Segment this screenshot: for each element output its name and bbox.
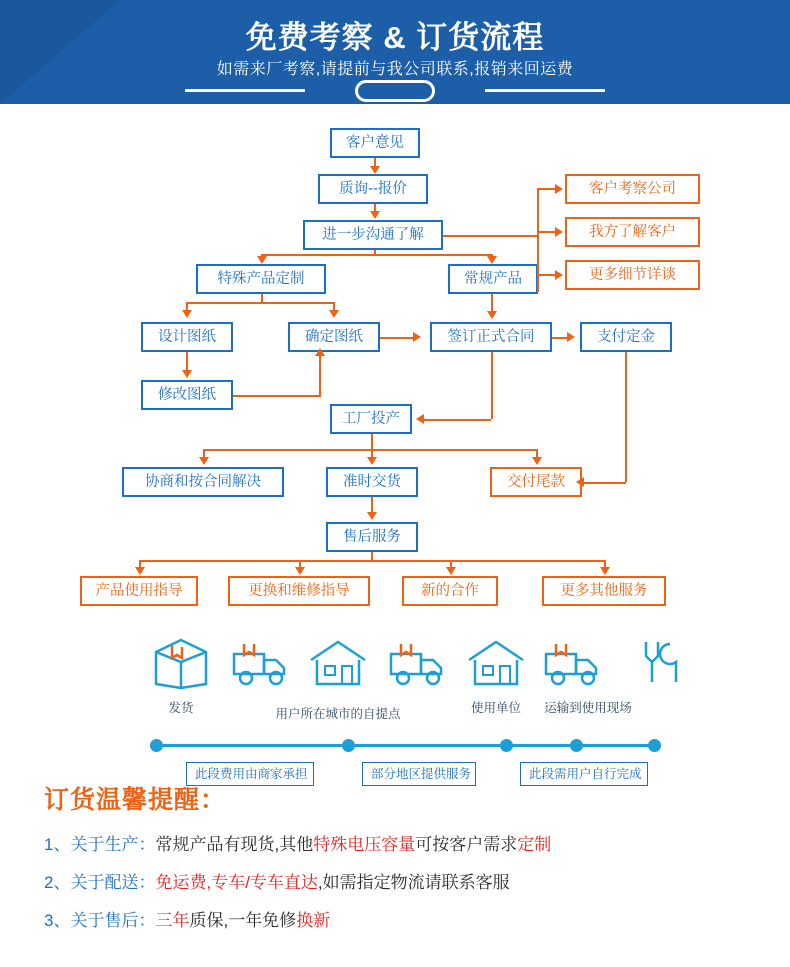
- connector: [537, 188, 539, 292]
- connector: [537, 188, 557, 190]
- note-key-2: 关于配送：: [70, 873, 156, 892]
- flow-node-further-communication[interactable]: 进一步沟通了解: [303, 220, 443, 250]
- timeline-dot-3: [570, 739, 583, 752]
- note-row-3: [44, 906, 790, 931]
- house-icon-2: [463, 636, 529, 697]
- note-row-2: [44, 868, 790, 893]
- connector-arrow: [329, 310, 339, 318]
- note-row-1: [44, 830, 790, 855]
- connector: [139, 560, 605, 562]
- header-rule-right: [485, 89, 605, 92]
- connector-arrow: [257, 256, 267, 264]
- logistics-caption-2: 使用单位: [470, 701, 521, 715]
- connector: [319, 354, 321, 395]
- connector-arrow: [555, 184, 563, 194]
- connector: [491, 294, 493, 312]
- connector-arrow: [446, 567, 456, 575]
- note-key-3: 关于售后：: [70, 911, 156, 930]
- flow-node-other-services[interactable]: 更多其他服务: [542, 576, 666, 606]
- note-part-1-1: 特殊电压容量: [313, 835, 416, 854]
- connector-arrow: [555, 227, 563, 237]
- note-index-1: 1、: [44, 835, 71, 854]
- connector: [333, 302, 335, 310]
- flow-node-sign-contract[interactable]: 签订正式合同: [430, 322, 552, 352]
- flow-node-custom-product[interactable]: 特殊产品定制: [196, 264, 326, 294]
- connector: [233, 395, 321, 397]
- connector: [261, 254, 493, 256]
- order-process-flowchart: [0, 104, 790, 624]
- connector: [380, 337, 414, 339]
- connector-arrow: [367, 512, 377, 520]
- connector: [424, 419, 491, 421]
- flow-node-confirm-drawing[interactable]: 确定图纸: [288, 322, 380, 352]
- connector-arrow: [600, 567, 610, 575]
- note-part-2-0: 免运费,专车/专车直达: [155, 873, 318, 892]
- flow-node-final-payment[interactable]: 交付尾款: [490, 467, 582, 497]
- connector-arrow: [555, 270, 563, 280]
- connector-arrow: [182, 370, 192, 378]
- timeline-label-0: 此段费用由商家承担: [186, 762, 314, 786]
- connector-arrow: [413, 332, 421, 342]
- flow-node-customer-opinion[interactable]: 客户意见: [330, 128, 420, 158]
- connector-arrow: [532, 457, 542, 465]
- flow-node-negotiate-contract[interactable]: 协商和按合同解决: [122, 467, 284, 497]
- connector-arrow: [370, 211, 380, 219]
- truck-icon-1: [228, 634, 294, 697]
- order-notes: [0, 774, 790, 931]
- connector: [443, 235, 538, 237]
- connector-arrow: [135, 567, 145, 575]
- flow-node-replacement-repair[interactable]: 更换和维修指导: [228, 576, 370, 606]
- flow-node-usage-guidance[interactable]: 产品使用指导: [80, 576, 198, 606]
- flow-node-new-cooperation[interactable]: 新的合作: [402, 576, 498, 606]
- connector: [186, 352, 188, 372]
- logistics-caption-1: 用户所在城市的自提点: [275, 707, 401, 721]
- connector-arrow: [295, 567, 305, 575]
- page-title: 免费考察 & 订货流程: [245, 20, 545, 55]
- note-index-3: 3、: [44, 911, 71, 930]
- connector-arrow: [370, 166, 380, 174]
- connector: [186, 302, 188, 310]
- flow-node-more-details[interactable]: 更多细节详谈: [565, 260, 700, 290]
- truck-icon-3: [540, 634, 606, 697]
- connector: [491, 352, 493, 419]
- connector-arrow: [576, 477, 584, 487]
- connector: [203, 449, 537, 451]
- flow-node-modify-drawing[interactable]: 修改图纸: [141, 380, 233, 410]
- flow-node-design-drawing[interactable]: 设计图纸: [141, 322, 233, 352]
- logistics-caption-3: 运输到使用现场: [544, 701, 632, 715]
- flow-node-standard-product[interactable]: 常规产品: [448, 264, 538, 294]
- house-icon-1: [305, 636, 371, 697]
- flow-node-factory-production[interactable]: 工厂投产: [330, 404, 412, 434]
- connector-arrow: [182, 310, 192, 318]
- flow-node-we-understand-customer[interactable]: 我方了解客户: [565, 217, 700, 247]
- note-part-1-0: 常规产品有现货,其他: [155, 835, 314, 854]
- connector: [537, 274, 557, 276]
- timeline-dot-1: [342, 739, 355, 752]
- connector: [371, 497, 373, 513]
- flow-node-on-time-delivery[interactable]: 准时交货: [326, 467, 418, 497]
- header-rule-left: [185, 89, 305, 92]
- connector: [552, 337, 568, 339]
- page-subtitle: 如需来厂考察,请提前与我公司联系,报销来回运费: [216, 61, 574, 78]
- note-part-2-1: ,如需指定物流请联系客服: [317, 873, 510, 892]
- connector-arrow: [487, 256, 497, 264]
- connector: [625, 352, 627, 482]
- logistics-caption-0: 发货: [168, 701, 194, 715]
- timeline-label-2: 此段需用户自行完成: [520, 762, 648, 786]
- flow-node-customer-visit[interactable]: 客户考察公司: [565, 174, 700, 204]
- note-part-3-0: 三年: [155, 911, 190, 930]
- note-part-1-3: 定制: [517, 835, 552, 854]
- page-header: [0, 0, 790, 104]
- connector-arrow: [567, 332, 575, 342]
- note-part-3-1: 质保,一年免修: [189, 911, 297, 930]
- note-part-3-2: 换新: [296, 911, 331, 930]
- flow-node-after-sales[interactable]: 售后服务: [326, 522, 418, 552]
- wrench-icon: [632, 634, 690, 697]
- box-icon: [148, 634, 214, 697]
- timeline-label-1: 部分地区提供服务: [362, 762, 476, 786]
- notes-title: 订货温馨提醒：: [44, 786, 227, 814]
- connector: [537, 231, 557, 233]
- flow-node-inquiry-quote[interactable]: 质询--报价: [318, 174, 428, 204]
- truck-icon-2: [385, 634, 451, 697]
- connector-arrow: [199, 457, 209, 465]
- logistics-strip: [0, 624, 790, 781]
- flow-node-pay-deposit[interactable]: 支付定金: [580, 322, 672, 352]
- timeline-dot-0: [150, 739, 163, 752]
- connector: [584, 482, 626, 484]
- timeline-dot-4: [648, 739, 661, 752]
- connector-arrow: [315, 348, 325, 356]
- connector-arrow: [367, 457, 377, 465]
- connector-arrow: [487, 311, 497, 319]
- note-part-1-2: 可按客户需求: [415, 835, 518, 854]
- note-key-1: 关于生产：: [70, 835, 156, 854]
- connector-arrow: [416, 414, 424, 424]
- note-index-2: 2、: [44, 873, 71, 892]
- timeline-dot-2: [500, 739, 513, 752]
- connector: [371, 434, 373, 450]
- connector: [186, 302, 335, 304]
- header-badge: [355, 80, 435, 102]
